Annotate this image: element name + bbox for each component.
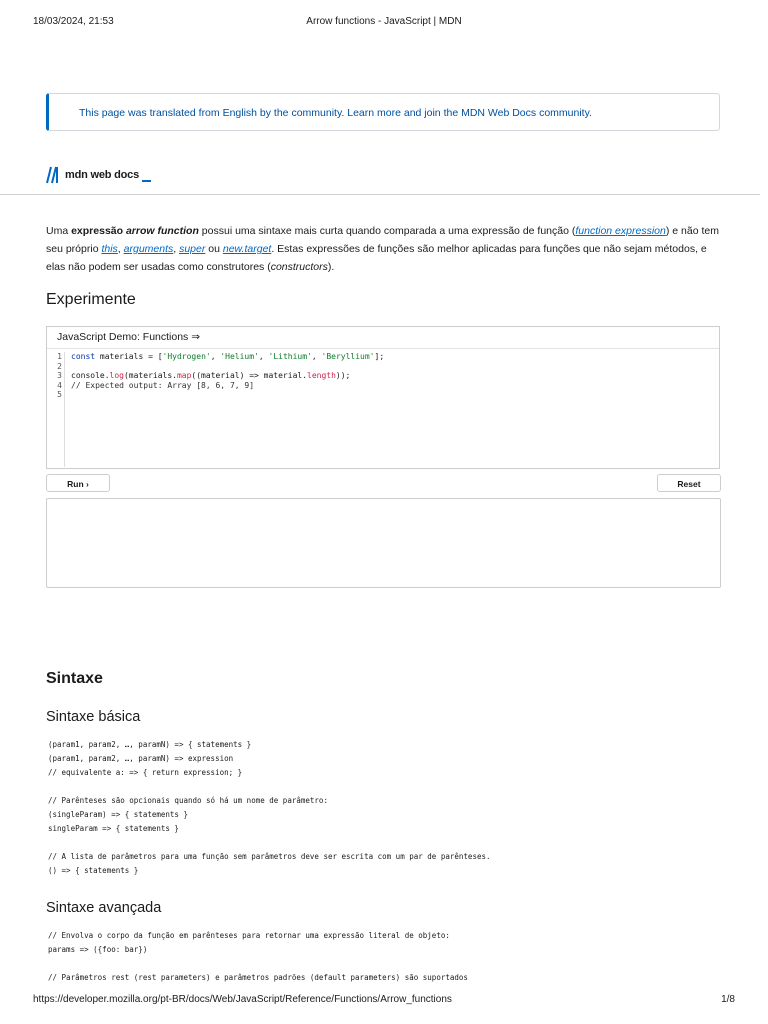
intro-paragraph: Uma expressão arrow function possui uma sintaxe mais curta quando comparada a uma expressão de função (function expression) e não tem seu próprio this, arguments, super ou new.target. Estas expressões de funções são melhor aplicadas para funções que não sejam métodos, e elas não podem ser usadas como construtores (constructors). (46, 225, 719, 273)
translation-notice[interactable] (46, 93, 720, 131)
reset-button[interactable]: Reset (657, 474, 721, 492)
interactive-demo (46, 326, 720, 469)
code-line-3[interactable]: console.log(materials.map((material) => material.length)); (71, 371, 351, 380)
code-line-1[interactable]: const materials = ['Hydrogen', 'Helium', 'Lithium', 'Beryllium']; (71, 352, 385, 361)
heading-sintaxe: Sintaxe (46, 670, 103, 687)
code-line-2[interactable] (71, 362, 719, 372)
logo-underscore (142, 180, 151, 182)
code-block-basic-syntax: (param1, param2, …, paramN) => { statements } (param1, param2, …, paramN) => expression // equivalente a: => { return expression; } // Parênteses são opcionais quando só há um nome de parâmetro: (singleParam) => { statements } singleParam => { statements } // A lista de parâmetros para uma função sem parâmetros deve ser escrita com um par de parênteses. () => { statements } (48, 740, 491, 875)
mdn-logo-text: mdn web docs (65, 169, 139, 181)
link-new-target[interactable]: new.target (222, 243, 272, 255)
print-date: 18/03/2024, 21:53 (33, 16, 114, 27)
line-numbers: 1 2 3 4 5 (47, 352, 65, 467)
heading-sintaxe-basica: Sintaxe básica (46, 709, 141, 725)
code-line-4[interactable]: // Expected output: Array [8, 6, 7, 9] (71, 380, 255, 390)
heading-sintaxe-avancada: Sintaxe avançada (46, 900, 162, 916)
mdn-logo[interactable] (46, 165, 157, 185)
console-output (46, 498, 721, 588)
print-page-number: 1/8 (721, 994, 735, 1005)
heading-experimente: Experimente (46, 291, 136, 308)
print-footer (33, 994, 735, 1008)
print-url: https://developer.mozilla.org/pt-BR/docs/Web/JavaScript/Reference/Functions/Arrow_functions (33, 994, 452, 1005)
run-button[interactable]: Run › (46, 474, 110, 492)
print-title: Arrow functions - JavaScript | MDN (306, 16, 462, 27)
link-this[interactable]: this (101, 243, 118, 255)
link-function-expression[interactable]: function expression (575, 225, 666, 237)
code-block-advanced-syntax: // Envolva o corpo da função em parênteses para retornar uma expressão literal de objeto: params => ({foo: bar}) // Parâmetros rest (rest parameters) e parâmetros padrões (default parameters) são suportados (48, 931, 468, 982)
mdn-logo-icon (46, 166, 62, 184)
link-arguments[interactable]: arguments (123, 243, 174, 255)
demo-title: JavaScript Demo: Functions ⇒ (47, 327, 719, 349)
translation-notice-text[interactable]: This page was translated from English by the community. Learn more and join the MDN Web Docs community. (79, 107, 592, 119)
link-super[interactable]: super (179, 243, 206, 255)
code-editor[interactable] (47, 349, 719, 400)
code-line-5[interactable] (71, 390, 719, 400)
print-header (33, 16, 735, 30)
